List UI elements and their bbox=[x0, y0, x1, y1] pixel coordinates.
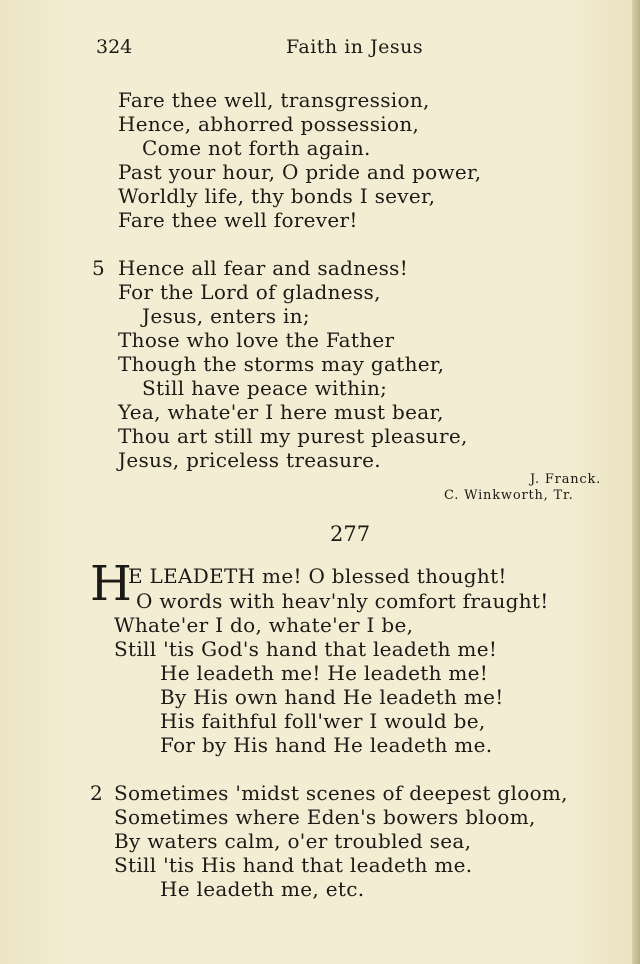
verse-line: O words with heav'nly comfort fraught! bbox=[136, 589, 549, 613]
verse-line: Thou art still my purest pleasure, bbox=[118, 424, 468, 448]
verse-line: Still 'tis His hand that leadeth me. bbox=[114, 853, 473, 877]
verse-line: For the Lord of gladness, bbox=[118, 280, 381, 304]
verse-line: Come not forth again. bbox=[142, 136, 371, 160]
verse-line: Yea, whate'er I here must bear, bbox=[118, 400, 444, 424]
verse-line: He leadeth me, etc. bbox=[160, 877, 365, 901]
author-credit: J. Franck. bbox=[530, 472, 602, 487]
running-title: Faith in Jesus bbox=[286, 36, 424, 58]
verse-line: Hence, abhorred possession, bbox=[118, 112, 420, 136]
verse-line: Jesus, priceless treasure. bbox=[118, 448, 381, 472]
stanza-number: 2 bbox=[90, 781, 103, 805]
drop-cap: H bbox=[90, 556, 132, 612]
verse-line: His faithful foll'wer I would be, bbox=[160, 709, 486, 733]
verse-line: Though the storms may gather, bbox=[118, 352, 445, 376]
verse-line: Sometimes where Eden's bowers bloom, bbox=[114, 805, 536, 829]
verse-line: For by His hand He leadeth me. bbox=[160, 733, 493, 757]
verse-line: Those who love the Father bbox=[118, 328, 395, 352]
verse-line: Fare thee well forever! bbox=[118, 208, 358, 232]
verse-line: Sometimes 'midst scenes of deepest gloom, bbox=[114, 781, 568, 805]
verse-line: He leadeth me! He leadeth me! bbox=[160, 661, 489, 685]
hymn-number: 277 bbox=[330, 522, 371, 546]
translator-credit: C. Winkworth, Tr. bbox=[444, 488, 574, 503]
verse-line: Worldly life, thy bonds I sever, bbox=[118, 184, 436, 208]
verse-line: Still 'tis God's hand that leadeth me! bbox=[114, 637, 498, 661]
verse-line: Hence all fear and sadness! bbox=[118, 256, 409, 280]
page-number: 324 bbox=[96, 36, 133, 58]
verse-line: By waters calm, o'er troubled sea, bbox=[114, 829, 472, 853]
verse-line: E LEADETH me! O blessed thought! bbox=[128, 564, 507, 588]
page-edge bbox=[632, 0, 640, 964]
stanza-number: 5 bbox=[92, 256, 105, 280]
verse-line: Jesus, enters in; bbox=[142, 304, 310, 328]
verse-line: Fare thee well, transgression, bbox=[118, 88, 430, 112]
verse-line: Still have peace within; bbox=[142, 376, 388, 400]
verse-line: Whate'er I do, whate'er I be, bbox=[114, 613, 414, 637]
verse-line: By His own hand He leadeth me! bbox=[160, 685, 504, 709]
verse-line: Past your hour, O pride and power, bbox=[118, 160, 482, 184]
